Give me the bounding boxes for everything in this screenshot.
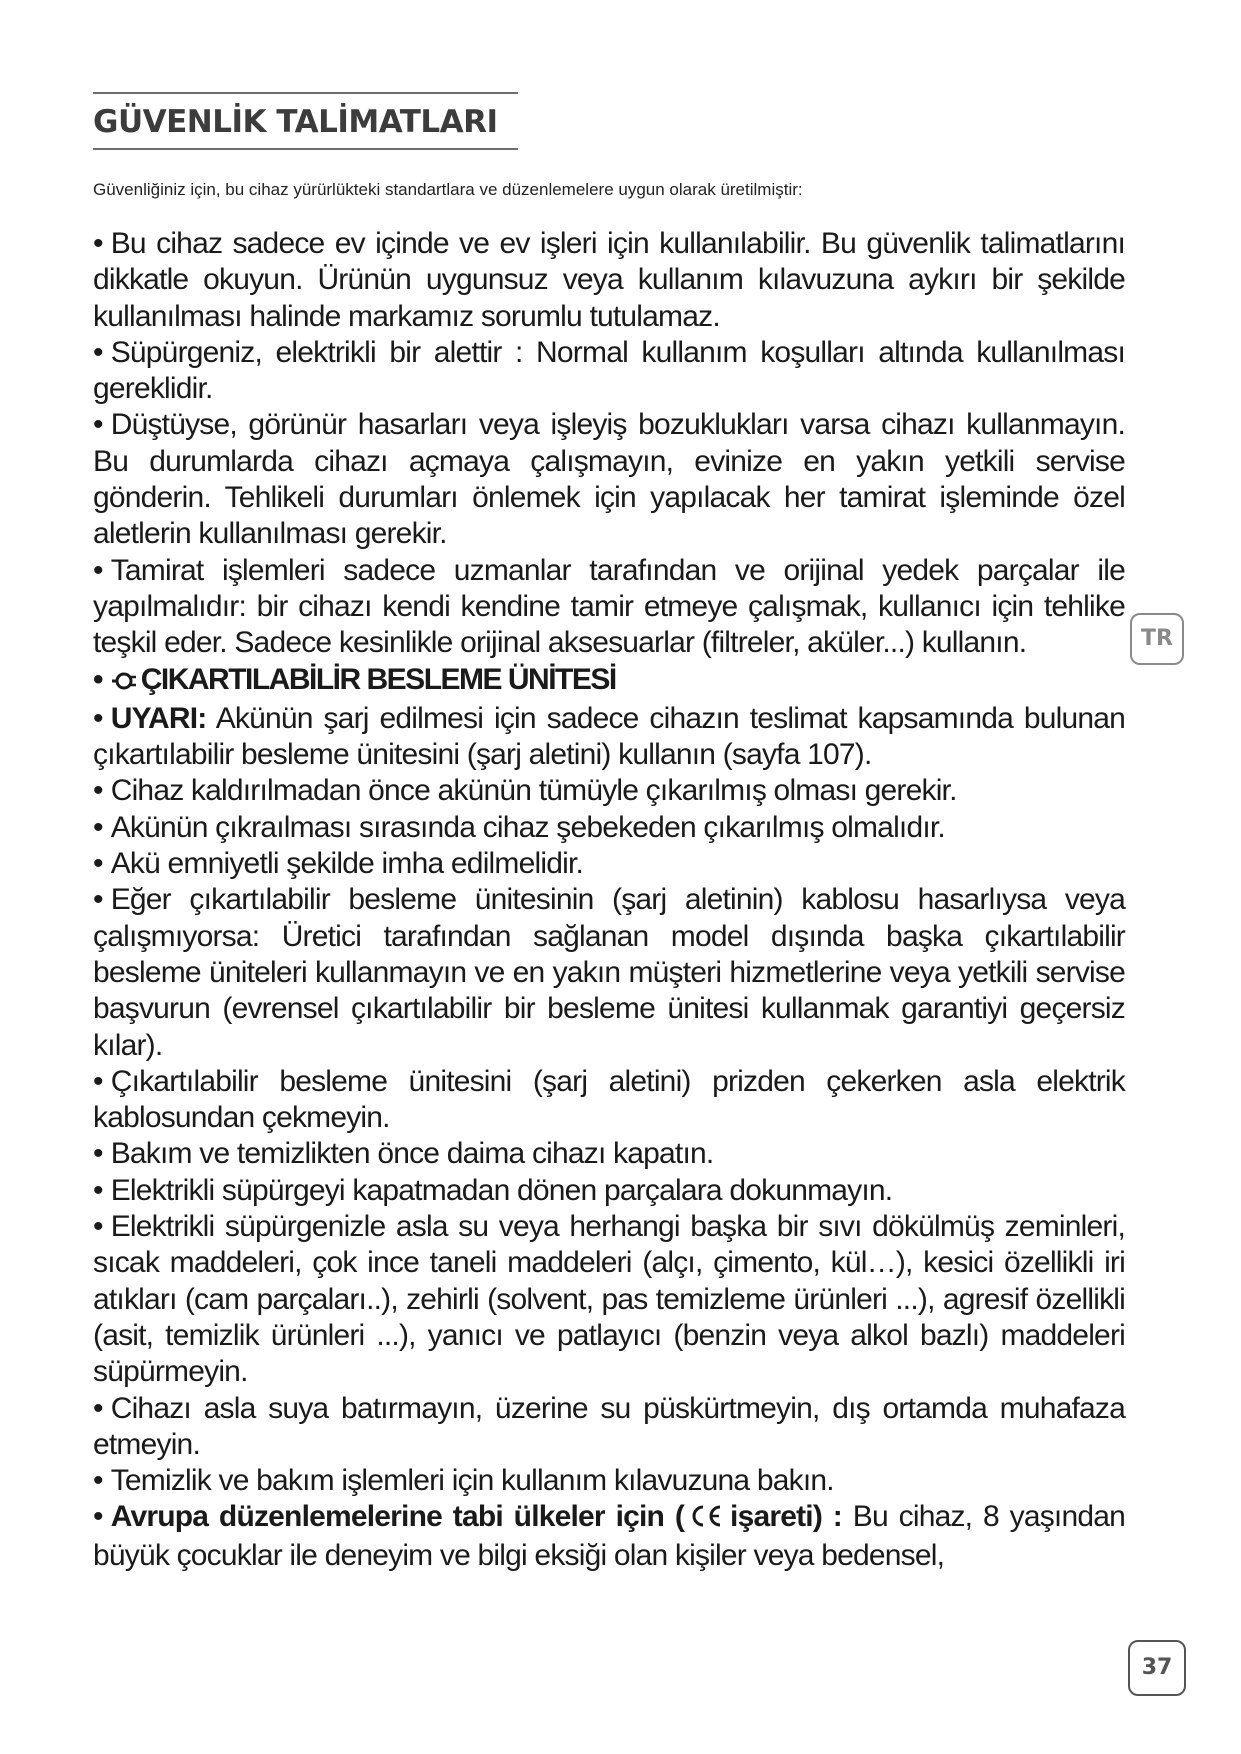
bullet: • — [93, 774, 103, 808]
bullet: • — [93, 1464, 103, 1498]
bullet: • — [93, 335, 103, 369]
paragraph-text: Tamirat işlemleri sadece uzmanlar tarafından ve orijinal yedek parçalar ile yapılmalıdır: bir cihazı kendi kendine tamir etmeye çalışmak, kullanıcı için tehlike teşkil eder. Sadece kesinlikle orijinal aksesuarlar (filtreler, aküler...) kullanın. — [93, 553, 1125, 660]
instruction-paragraph — [93, 1136, 1125, 1172]
paragraph-text: Çıkartılabilir besleme ünitesini (şarj aletini) prizden çekerken asla elektrik kablosundan çekmeyin. — [93, 1064, 1125, 1135]
bullet: • — [93, 701, 103, 735]
warning-label: UYARI: — [110, 701, 207, 735]
bullet: • — [93, 1173, 103, 1207]
instruction-paragraph — [93, 810, 1125, 846]
instruction-paragraph — [93, 553, 1125, 662]
instruction-paragraph — [93, 1173, 1125, 1209]
paragraph-text: Cihaz kaldırılmadan önce akünün tümüyle çıkarılmış olması gerekir. — [110, 774, 957, 808]
bullet: • — [93, 1391, 103, 1425]
plug-icon — [111, 665, 137, 701]
instruction-paragraph — [93, 1499, 1125, 1574]
instruction-paragraph — [93, 773, 1125, 809]
instruction-paragraph — [93, 846, 1125, 882]
bullet: • — [93, 408, 103, 442]
paragraph-text: Elektrikli süpürgenizle asla su veya herhangi başka bir sıvı dökülmüş zeminleri, sıcak maddeleri, çok ince taneli maddeleri (alçı, çimento, kül…), kesici özellikli iri atıkları (cam parçaları..), zehirli (solvent, pas temizleme ürünleri ...), agresif özellikli (asit, temizlik ürünleri ...), yanıcı ve patlayıcı (benzin veya alkol bazlı) maddeleri süpürmeyin. — [93, 1210, 1125, 1389]
bullet: • — [93, 883, 103, 917]
page-number: 37 — [1128, 1640, 1186, 1696]
instruction-paragraph — [93, 882, 1125, 1063]
paragraph-text: Eğer çıkartılabilir besleme ünitesinin (şarj aletinin) kablosu hasarlıysa veya çalışmıyorsa: Üretici tarafından sağlanan model dışında başka çıkartılabilir besleme üniteleri kullanmayın ve en yakın müşteri hizmetlerine veya yetkili servise başvurun (evrensel çıkartılabilir bir besleme ünitesi kullanmak garantiyi geçersiz kılar). — [93, 883, 1125, 1062]
paragraph-text: Bakım ve temizlikten önce daima cihazı kapatın. — [110, 1137, 714, 1171]
instruction-paragraph — [93, 1209, 1125, 1390]
paragraph-text: Süpürgeniz, elektrikli bir alettir : Normal kullanım koşulları altında kullanılması gereklidir. — [93, 335, 1125, 406]
paragraph-text: Düştüyse, görünür hasarları veya işleyiş bozuklukları varsa cihazı kullanmayın. Bu durumlarda cihazı açmaya çalışmayın, evinize en yakın yetkili servise gönderin. Tehlikeli durumları önlemek için yapılacak her tamirat işleminde özel aletlerin kullanılması gerekir. — [93, 408, 1125, 551]
paragraph-text: Elektrikli süpürgeyi kapatmadan dönen parçalara dokunmayın. — [110, 1173, 893, 1207]
safety-instructions-body — [93, 226, 1125, 1574]
instruction-paragraph — [93, 1064, 1125, 1137]
paragraph-text: Akü emniyetli şekilde imha edilmelidir. — [110, 847, 584, 881]
paragraph-text: Temizlik ve bakım işlemleri için kullanım kılavuzuna bakın. — [110, 1464, 834, 1498]
bullet: • — [93, 810, 103, 844]
paragraph-text: Cihazı asla suya batırmayın, üzerine su püskürtmeyin, dış ortamda muhafaza etmeyin. — [93, 1391, 1125, 1461]
instruction-paragraph — [93, 407, 1125, 552]
page-title: GÜVENLİK TALİMATLARI — [93, 104, 498, 140]
bullet: • — [93, 553, 103, 587]
intro-text: Güvenliğiniz için, bu cihaz yürürlükteki standartlara ve düzenlemelere uygun olarak üretilmiştir: — [93, 180, 803, 199]
title-block — [93, 92, 518, 150]
eu-regulation-label-end: işareti) : — [730, 1500, 842, 1534]
section-heading: ÇIKARTILABİLİR BESLEME ÜNİTESİ — [140, 662, 616, 696]
instruction-paragraph — [93, 701, 1125, 774]
language-badge: TR — [1130, 613, 1184, 665]
paragraph-text: Bu cihaz sadece ev içinde ve ev işleri için kullanılabilir. Bu güvenlik talimatlarını dikkatle okuyun. Ürünün uygunsuz veya kullanım kılavuzuna aykırı bir şekilde kullanılması halinde markamız sorumlu tutulamaz. — [93, 227, 1125, 333]
bullet: • — [93, 1064, 103, 1098]
ce-mark-icon — [688, 1501, 724, 1537]
title-bottom-rule — [93, 148, 518, 150]
instruction-paragraph — [93, 1391, 1125, 1464]
bullet: • — [93, 227, 103, 260]
instruction-paragraph — [93, 226, 1125, 335]
instruction-paragraph — [93, 1463, 1125, 1499]
bullet: • — [93, 1500, 103, 1534]
paragraph-text: Akünün çıkraılması sırasında cihaz şebekeden çıkarılmış olmalıdır. — [110, 810, 945, 844]
bullet: • — [93, 1137, 103, 1171]
bullet: • — [93, 1210, 103, 1244]
bullet: • — [93, 847, 103, 881]
paragraph-text: Akünün şarj edilmesi için sadece cihazın teslimat kapsamında bulunan çıkartılabilir besleme ünitesini (şarj aletini) kullanın (sayfa 107). — [93, 701, 1125, 772]
section-heading-line — [93, 662, 1125, 701]
paragraph-text: Bu cihaz, 8 yaşından büyük çocuklar ile deneyim ve bilgi eksiği olan kişiler veya bedensel, — [93, 1500, 1125, 1572]
instruction-paragraph — [93, 335, 1125, 408]
eu-regulation-label: Avrupa düzenlemelerine tabi ülkeler için ( — [110, 1500, 685, 1534]
bullet: • — [93, 662, 103, 696]
